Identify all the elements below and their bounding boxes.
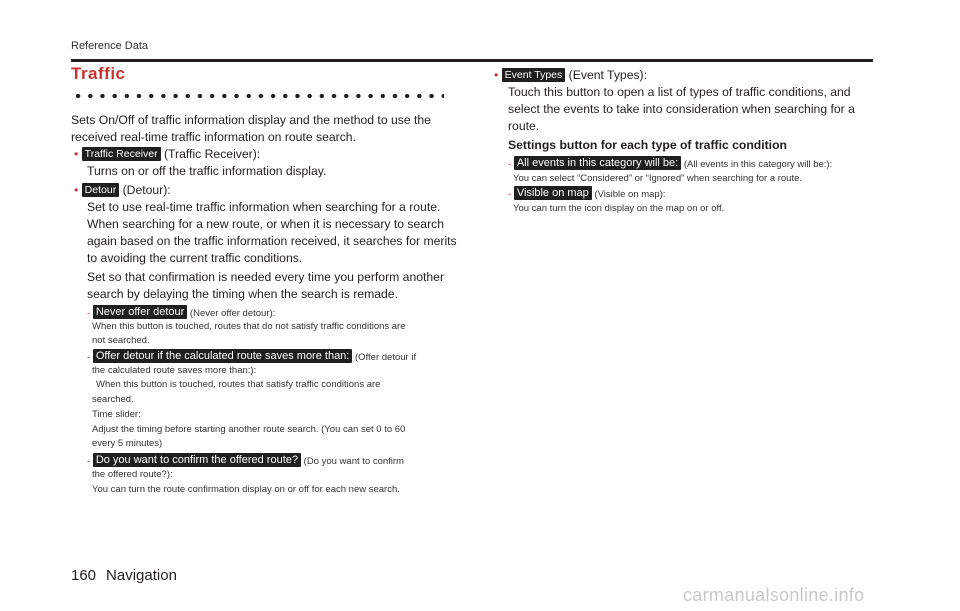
event-types-label: (Event Types): (568, 68, 648, 82)
detour-button[interactable]: Detour (82, 183, 120, 197)
detour-desc: Set so that confirmation is needed every time you perform another (87, 270, 445, 284)
visible-on-map-button[interactable]: Visible on map (514, 186, 592, 200)
dotted-divider (72, 93, 444, 99)
event-types-desc: Touch this button to open a list of types of traffic conditions, and (508, 85, 851, 99)
intro-text-line: received real-time traffic information on route search. (71, 130, 356, 144)
traffic-receiver-label: (Traffic Receiver): (164, 147, 261, 161)
event-types-button[interactable]: Event Types (502, 68, 566, 82)
offer-if-saves-desc: every 5 minutes) (92, 438, 163, 449)
dash-icon: - (87, 352, 91, 363)
detour-desc: Set to use real-time traffic information when searching for a route. (87, 200, 441, 214)
bullet-icon: • (74, 147, 79, 161)
confirm-route-desc: You can turn the route confirmation display on or off for each new search. (92, 484, 400, 495)
offer-if-saves-desc: searched. (92, 394, 134, 405)
dash-icon: - (87, 308, 91, 319)
never-offer-desc: not searched. (92, 335, 150, 346)
event-types-desc: route. (508, 119, 540, 133)
header-rule (71, 59, 873, 62)
traffic-receiver-desc: Turns on or off the traffic information display. (87, 164, 327, 178)
event-types-desc: select the events to take into consideration when searching for a (508, 102, 855, 116)
visible-on-map-label: (Visible on map): (594, 189, 666, 200)
watermark: carmanualsonline.info (683, 585, 865, 605)
detour-desc: When searching for a new route, or when it is necessary to search (87, 217, 444, 231)
detour-desc: again based on the traffic information received, it searches for merits (87, 234, 457, 248)
confirm-route-label: (Do you want to confirm (303, 456, 404, 467)
detour-desc: to avoiding the current traffic conditions. (87, 251, 303, 265)
visible-on-map-desc: You can turn the icon display on the map on or off. (513, 203, 725, 214)
offer-if-saves-label: (Offer detour if (355, 352, 417, 363)
page-number: 160 (71, 567, 97, 584)
running-header: Reference Data (71, 40, 149, 52)
visible-on-map-item (508, 186, 666, 203)
section-title: Traffic (71, 64, 126, 83)
settings-heading: Settings button for each type of traffic condition (508, 138, 787, 152)
bullet-icon: • (494, 68, 499, 82)
offer-if-saves-desc: When this button is touched, routes that satisfy traffic conditions are (96, 379, 381, 390)
all-events-category-button[interactable]: All events in this category will be: (514, 156, 681, 170)
all-events-item (508, 156, 832, 173)
never-offer-label: (Never offer detour): (189, 308, 276, 319)
page-footer (71, 567, 177, 584)
intro-text-line: Sets On/Off of traffic information display and the method to use the (71, 113, 431, 127)
offer-if-saves-desc: Adjust the timing before starting another route search. (You can set 0 to 60 (92, 424, 406, 435)
time-slider-label: Time slider: (92, 409, 141, 420)
dash-icon: - (508, 189, 512, 200)
confirm-route-label-cont: the offered route?): (92, 469, 173, 480)
all-events-label: (All events in this category will be:): (683, 159, 833, 170)
offer-if-saves-label-cont: the calculated route saves more than:): (92, 365, 257, 376)
dash-icon: - (87, 456, 91, 467)
offer-detour-if-saves-button[interactable]: Offer detour if the calculated route saves more than: (93, 349, 353, 363)
never-offer-desc: When this button is touched, routes that do not satisfy traffic conditions are (92, 321, 406, 332)
footer-section: Navigation (106, 567, 177, 584)
detour-label: (Detour): (122, 183, 171, 197)
dash-icon: - (508, 159, 512, 170)
detour-desc: search by delaying the timing when the search is remade. (87, 287, 398, 301)
all-events-desc: You can select “Considered” or “Ignored” when searching for a route. (513, 173, 803, 184)
confirm-offered-route-button[interactable]: Do you want to confirm the offered route? (93, 453, 301, 467)
never-offer-detour-button[interactable]: Never offer detour (93, 305, 187, 319)
traffic-receiver-button[interactable]: Traffic Receiver (82, 147, 161, 161)
bullet-icon: • (74, 183, 79, 197)
